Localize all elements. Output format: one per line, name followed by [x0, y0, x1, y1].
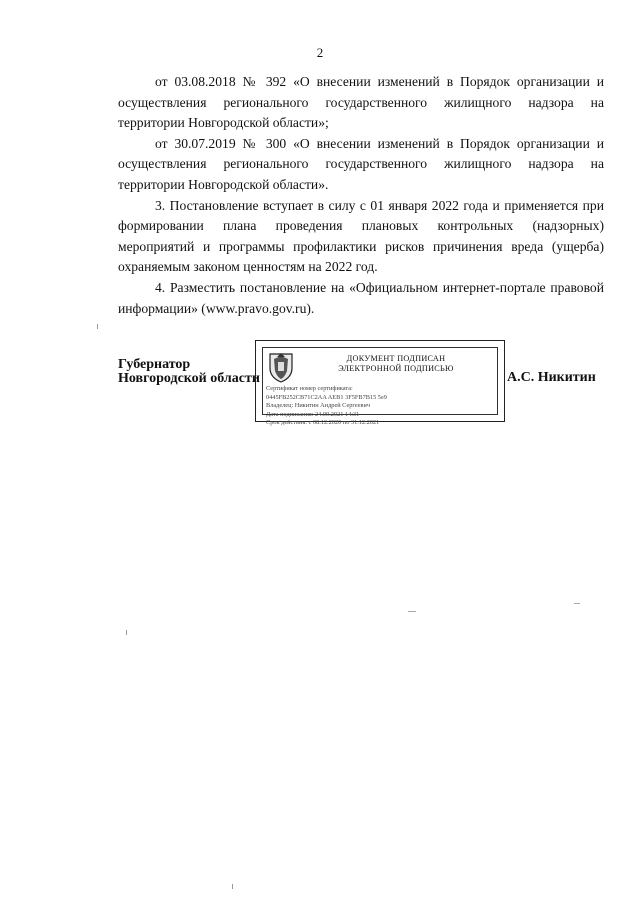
- stamp-heading-line-2: ЭЛЕКТРОННОЙ ПОДПИСЬЮ: [338, 364, 454, 373]
- certificate-details: [266, 385, 495, 428]
- stamp-heading: [299, 354, 493, 374]
- signing-date: Дата подписания: 24.09.2021 14:31: [266, 410, 360, 418]
- paragraph-amendment-2018: от 03.08.2018 № 392 «О внесении изменений в Порядок организации и осуществления регионального государственного жилищного надзора на территории Новгородской области»;: [118, 74, 604, 131]
- certificate-validity: Срок действия: с 08.12.2020 по 31.12.2021: [266, 419, 380, 427]
- document-body: [118, 72, 604, 319]
- paragraph-amendment-2019: от 30.07.2019 № 300 «О внесении изменений в Порядок организации и осуществления регионального государственного жилищного надзора на территории Новгородской области».: [118, 135, 604, 192]
- scan-speck: [126, 630, 127, 635]
- scan-mark: [574, 603, 580, 604]
- electronic-signature-stamp: [255, 340, 505, 427]
- coat-of-arms-icon: [267, 351, 295, 383]
- certificate-owner: Владелец: Никитин Андрей Сергеевич: [266, 402, 371, 410]
- scan-speck: [97, 324, 98, 329]
- page-number: 2: [316, 45, 324, 60]
- signer-title-line-2: Новгородской области: [118, 371, 260, 386]
- scan-speck: [232, 884, 233, 889]
- scan-mark: [408, 611, 416, 612]
- paragraph-clause-4: 4. Разместить постановление на «Официальном интернет-портале правовой информации» (www.pravo.gov.ru).: [118, 279, 604, 316]
- paragraph-clause-3: 3. Постановление вступает в силу с 01 января 2022 года и применяется при формировании плана проведения плановых контрольных (надзорных) мероприятий и программы профилактики рисков причинения вреда (ущерба) охраняемым законом ценностям на 2022 год.: [118, 197, 604, 275]
- signer-title: [118, 358, 260, 386]
- stamp-frame: [262, 347, 498, 427]
- certificate-label: Сертификат номер сертификата:: [266, 385, 353, 392]
- signer-name: А.С. Никитин: [507, 370, 596, 385]
- stamp-heading-line-1: ДОКУМЕНТ ПОДПИСАН: [346, 354, 446, 363]
- certificate-number: 0445FB252CB71C2AA AEB1 3F5FB7B15 5e9: [266, 393, 387, 401]
- signature-block: [0, 340, 640, 430]
- signer-title-line-1: Губернатор: [118, 357, 191, 372]
